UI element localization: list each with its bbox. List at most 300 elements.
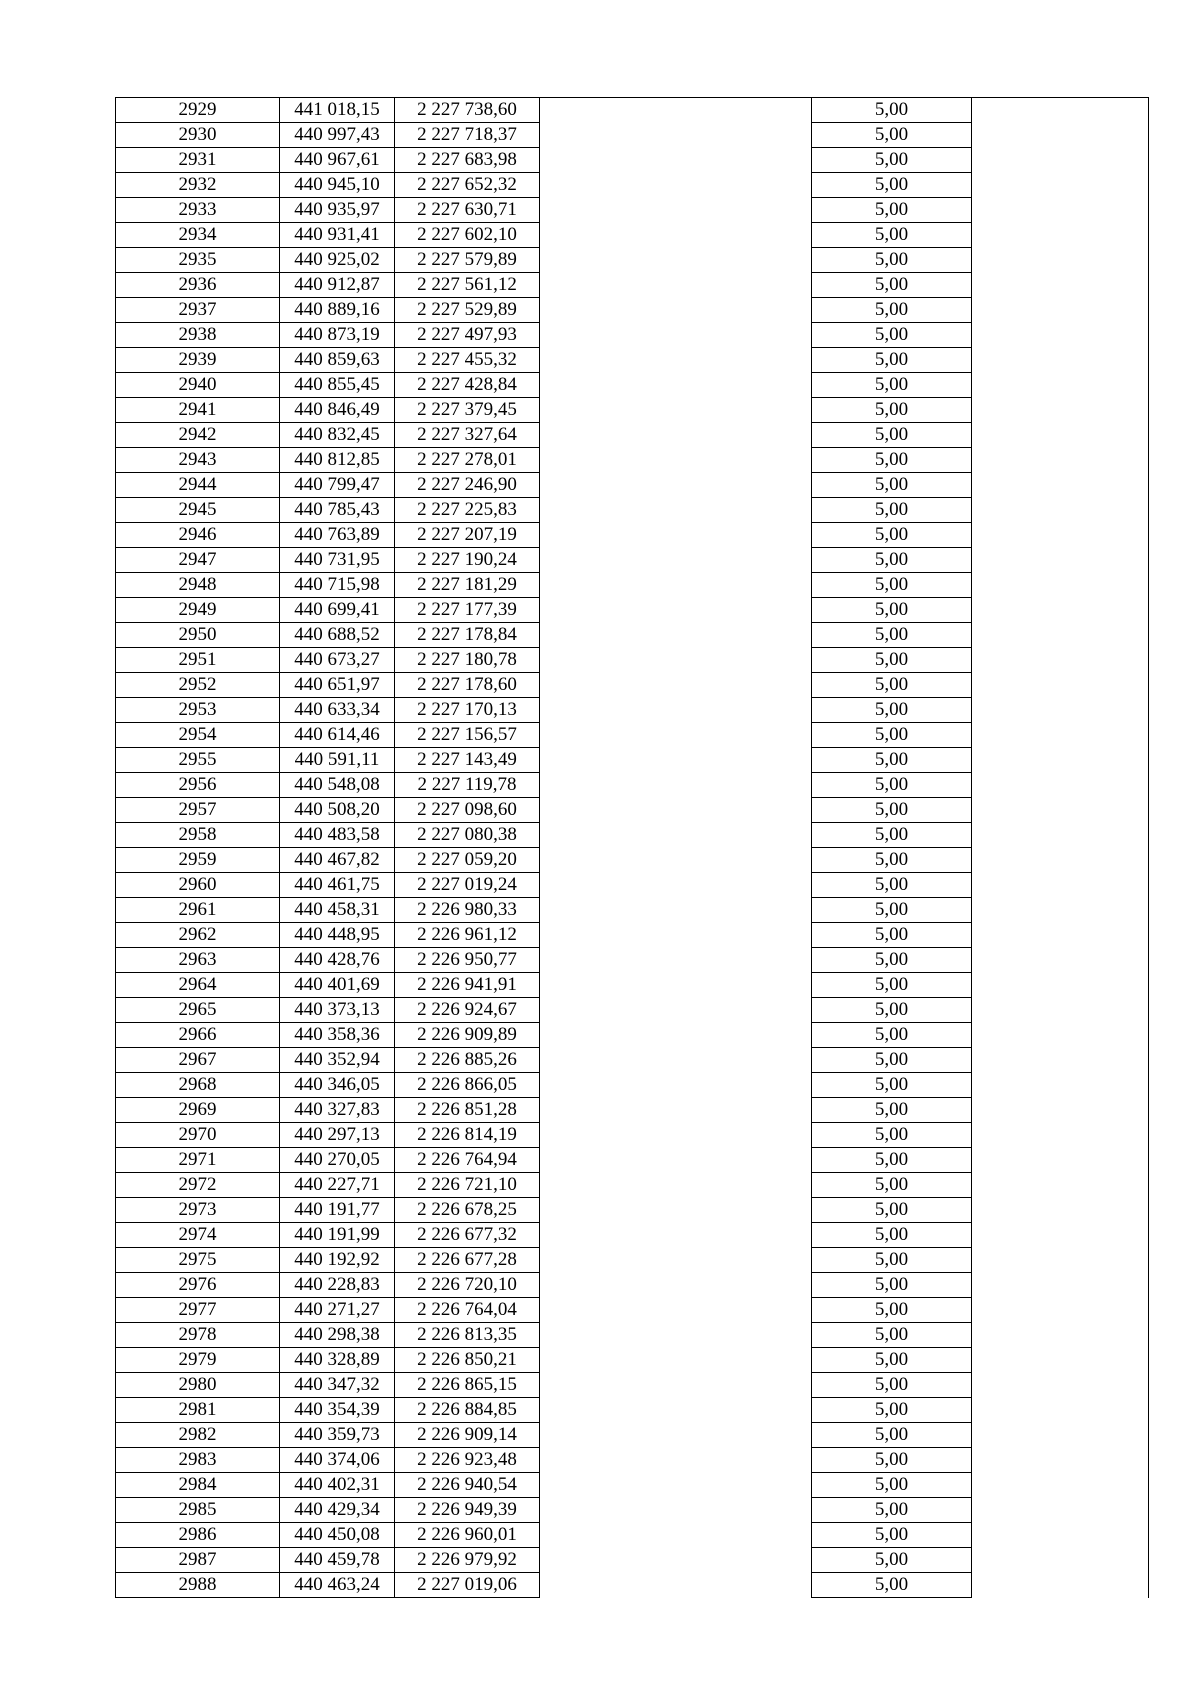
- table-row: [116, 648, 1149, 673]
- coordinates-table-body: [116, 98, 1149, 1598]
- value-cell: 5,00: [812, 1298, 972, 1323]
- value-cell: 5,00: [812, 1423, 972, 1448]
- y-coordinate-cell: 2 227 561,12: [395, 273, 540, 298]
- value-cell: 5,00: [812, 548, 972, 573]
- empty-cell: [540, 873, 812, 898]
- x-coordinate-cell: 440 271,27: [280, 1298, 395, 1323]
- y-coordinate-cell: 2 227 119,78: [395, 773, 540, 798]
- empty-cell: [540, 1423, 812, 1448]
- x-coordinate-cell: 440 967,61: [280, 148, 395, 173]
- x-coordinate-cell: 440 402,31: [280, 1473, 395, 1498]
- table-row: [116, 1573, 1149, 1598]
- empty-cell: [540, 1148, 812, 1173]
- value-cell: 5,00: [812, 1148, 972, 1173]
- point-number-cell: 2973: [116, 1198, 280, 1223]
- table-row: [116, 1098, 1149, 1123]
- table-row: [116, 1273, 1149, 1298]
- table-row: [116, 998, 1149, 1023]
- empty-cell: [972, 423, 1149, 448]
- empty-cell: [540, 648, 812, 673]
- empty-cell: [972, 1498, 1149, 1523]
- table-row: [116, 698, 1149, 723]
- value-cell: 5,00: [812, 448, 972, 473]
- point-number-cell: 2940: [116, 373, 280, 398]
- empty-cell: [972, 573, 1149, 598]
- empty-cell: [972, 173, 1149, 198]
- point-number-cell: 2977: [116, 1298, 280, 1323]
- x-coordinate-cell: 440 297,13: [280, 1123, 395, 1148]
- empty-cell: [540, 573, 812, 598]
- x-coordinate-cell: 440 347,32: [280, 1373, 395, 1398]
- empty-cell: [540, 1073, 812, 1098]
- point-number-cell: 2947: [116, 548, 280, 573]
- table-row: [116, 198, 1149, 223]
- empty-cell: [540, 1548, 812, 1573]
- x-coordinate-cell: 440 673,27: [280, 648, 395, 673]
- y-coordinate-cell: 2 227 059,20: [395, 848, 540, 873]
- table-row: [116, 1498, 1149, 1523]
- empty-cell: [972, 1348, 1149, 1373]
- point-number-cell: 2983: [116, 1448, 280, 1473]
- x-coordinate-cell: 440 548,08: [280, 773, 395, 798]
- empty-cell: [972, 898, 1149, 923]
- point-number-cell: 2934: [116, 223, 280, 248]
- value-cell: 5,00: [812, 423, 972, 448]
- y-coordinate-cell: 2 226 850,21: [395, 1348, 540, 1373]
- y-coordinate-cell: 2 226 677,32: [395, 1223, 540, 1248]
- x-coordinate-cell: 440 461,75: [280, 873, 395, 898]
- table-row: [116, 273, 1149, 298]
- value-cell: 5,00: [812, 498, 972, 523]
- y-coordinate-cell: 2 227 652,32: [395, 173, 540, 198]
- value-cell: 5,00: [812, 1223, 972, 1248]
- value-cell: 5,00: [812, 373, 972, 398]
- value-cell: 5,00: [812, 823, 972, 848]
- value-cell: 5,00: [812, 148, 972, 173]
- table-row: [116, 623, 1149, 648]
- empty-cell: [540, 198, 812, 223]
- table-row: [116, 1298, 1149, 1323]
- value-cell: 5,00: [812, 523, 972, 548]
- empty-cell: [540, 1273, 812, 1298]
- x-coordinate-cell: 440 463,24: [280, 1573, 395, 1598]
- x-coordinate-cell: 440 467,82: [280, 848, 395, 873]
- value-cell: 5,00: [812, 898, 972, 923]
- y-coordinate-cell: 2 226 960,01: [395, 1523, 540, 1548]
- y-coordinate-cell: 2 226 885,26: [395, 1048, 540, 1073]
- empty-cell: [972, 698, 1149, 723]
- x-coordinate-cell: 440 346,05: [280, 1073, 395, 1098]
- y-coordinate-cell: 2 226 721,10: [395, 1173, 540, 1198]
- y-coordinate-cell: 2 226 949,39: [395, 1498, 540, 1523]
- x-coordinate-cell: 440 785,43: [280, 498, 395, 523]
- y-coordinate-cell: 2 226 813,35: [395, 1323, 540, 1348]
- empty-cell: [540, 548, 812, 573]
- empty-cell: [972, 1123, 1149, 1148]
- table-row: [116, 248, 1149, 273]
- point-number-cell: 2968: [116, 1073, 280, 1098]
- table-row: [116, 373, 1149, 398]
- empty-cell: [972, 1473, 1149, 1498]
- table-row: [116, 1473, 1149, 1498]
- table-row: [116, 1423, 1149, 1448]
- x-coordinate-cell: 440 889,16: [280, 298, 395, 323]
- empty-cell: [540, 1323, 812, 1348]
- y-coordinate-cell: 2 226 678,25: [395, 1198, 540, 1223]
- empty-cell: [540, 223, 812, 248]
- empty-cell: [540, 1373, 812, 1398]
- empty-cell: [972, 98, 1149, 123]
- point-number-cell: 2946: [116, 523, 280, 548]
- point-number-cell: 2952: [116, 673, 280, 698]
- empty-cell: [540, 448, 812, 473]
- point-number-cell: 2966: [116, 1023, 280, 1048]
- value-cell: 5,00: [812, 1523, 972, 1548]
- y-coordinate-cell: 2 227 225,83: [395, 498, 540, 523]
- point-number-cell: 2943: [116, 448, 280, 473]
- table-row: [116, 473, 1149, 498]
- y-coordinate-cell: 2 226 884,85: [395, 1398, 540, 1423]
- empty-cell: [972, 1048, 1149, 1073]
- y-coordinate-cell: 2 227 080,38: [395, 823, 540, 848]
- point-number-cell: 2950: [116, 623, 280, 648]
- table-row: [116, 298, 1149, 323]
- y-coordinate-cell: 2 227 529,89: [395, 298, 540, 323]
- table-row: [116, 423, 1149, 448]
- empty-cell: [972, 348, 1149, 373]
- point-number-cell: 2976: [116, 1273, 280, 1298]
- y-coordinate-cell: 2 226 909,89: [395, 1023, 540, 1048]
- empty-cell: [972, 1373, 1149, 1398]
- point-number-cell: 2971: [116, 1148, 280, 1173]
- table-row: [116, 448, 1149, 473]
- empty-cell: [540, 1398, 812, 1423]
- y-coordinate-cell: 2 227 190,24: [395, 548, 540, 573]
- empty-cell: [972, 1573, 1149, 1598]
- empty-cell: [972, 223, 1149, 248]
- point-number-cell: 2961: [116, 898, 280, 923]
- y-coordinate-cell: 2 227 143,49: [395, 748, 540, 773]
- x-coordinate-cell: 440 925,02: [280, 248, 395, 273]
- x-coordinate-cell: 440 401,69: [280, 973, 395, 998]
- y-coordinate-cell: 2 226 941,91: [395, 973, 540, 998]
- point-number-cell: 2988: [116, 1573, 280, 1598]
- value-cell: 5,00: [812, 973, 972, 998]
- empty-cell: [540, 1448, 812, 1473]
- empty-cell: [972, 523, 1149, 548]
- y-coordinate-cell: 2 226 720,10: [395, 1273, 540, 1298]
- y-coordinate-cell: 2 227 278,01: [395, 448, 540, 473]
- y-coordinate-cell: 2 227 156,57: [395, 723, 540, 748]
- point-number-cell: 2985: [116, 1498, 280, 1523]
- y-coordinate-cell: 2 226 677,28: [395, 1248, 540, 1273]
- value-cell: 5,00: [812, 1323, 972, 1348]
- table-row: [116, 1023, 1149, 1048]
- value-cell: 5,00: [812, 198, 972, 223]
- value-cell: 5,00: [812, 1048, 972, 1073]
- y-coordinate-cell: 2 226 865,15: [395, 1373, 540, 1398]
- empty-cell: [540, 98, 812, 123]
- y-coordinate-cell: 2 227 180,78: [395, 648, 540, 673]
- value-cell: 5,00: [812, 473, 972, 498]
- y-coordinate-cell: 2 227 738,60: [395, 98, 540, 123]
- point-number-cell: 2975: [116, 1248, 280, 1273]
- empty-cell: [972, 923, 1149, 948]
- empty-cell: [972, 373, 1149, 398]
- point-number-cell: 2987: [116, 1548, 280, 1573]
- value-cell: 5,00: [812, 1023, 972, 1048]
- empty-cell: [540, 398, 812, 423]
- empty-cell: [972, 1223, 1149, 1248]
- empty-cell: [972, 723, 1149, 748]
- point-number-cell: 2951: [116, 648, 280, 673]
- point-number-cell: 2963: [116, 948, 280, 973]
- point-number-cell: 2953: [116, 698, 280, 723]
- value-cell: 5,00: [812, 648, 972, 673]
- empty-cell: [540, 373, 812, 398]
- y-coordinate-cell: 2 227 428,84: [395, 373, 540, 398]
- point-number-cell: 2937: [116, 298, 280, 323]
- x-coordinate-cell: 440 859,63: [280, 348, 395, 373]
- x-coordinate-cell: 440 812,85: [280, 448, 395, 473]
- empty-cell: [540, 1473, 812, 1498]
- y-coordinate-cell: 2 226 980,33: [395, 898, 540, 923]
- empty-cell: [972, 1273, 1149, 1298]
- point-number-cell: 2962: [116, 923, 280, 948]
- point-number-cell: 2949: [116, 598, 280, 623]
- table-row: [116, 973, 1149, 998]
- point-number-cell: 2936: [116, 273, 280, 298]
- empty-cell: [540, 1348, 812, 1373]
- empty-cell: [540, 1248, 812, 1273]
- value-cell: 5,00: [812, 1123, 972, 1148]
- y-coordinate-cell: 2 226 950,77: [395, 948, 540, 973]
- x-coordinate-cell: 440 459,78: [280, 1548, 395, 1573]
- x-coordinate-cell: 440 633,34: [280, 698, 395, 723]
- y-coordinate-cell: 2 226 814,19: [395, 1123, 540, 1148]
- y-coordinate-cell: 2 226 851,28: [395, 1098, 540, 1123]
- x-coordinate-cell: 440 873,19: [280, 323, 395, 348]
- y-coordinate-cell: 2 227 178,84: [395, 623, 540, 648]
- x-coordinate-cell: 440 483,58: [280, 823, 395, 848]
- x-coordinate-cell: 440 651,97: [280, 673, 395, 698]
- point-number-cell: 2938: [116, 323, 280, 348]
- table-row: [116, 1048, 1149, 1073]
- table-row: [116, 923, 1149, 948]
- table-row: [116, 873, 1149, 898]
- y-coordinate-cell: 2 227 181,29: [395, 573, 540, 598]
- empty-cell: [972, 1073, 1149, 1098]
- empty-cell: [540, 723, 812, 748]
- empty-cell: [972, 123, 1149, 148]
- y-coordinate-cell: 2 226 961,12: [395, 923, 540, 948]
- empty-cell: [540, 148, 812, 173]
- y-coordinate-cell: 2 227 497,93: [395, 323, 540, 348]
- x-coordinate-cell: 440 191,77: [280, 1198, 395, 1223]
- y-coordinate-cell: 2 227 602,10: [395, 223, 540, 248]
- empty-cell: [540, 698, 812, 723]
- empty-cell: [972, 998, 1149, 1023]
- y-coordinate-cell: 2 226 979,92: [395, 1548, 540, 1573]
- x-coordinate-cell: 440 227,71: [280, 1173, 395, 1198]
- point-number-cell: 2959: [116, 848, 280, 873]
- empty-cell: [540, 273, 812, 298]
- table-row: [116, 1398, 1149, 1423]
- value-cell: 5,00: [812, 1498, 972, 1523]
- x-coordinate-cell: 440 354,39: [280, 1398, 395, 1423]
- coordinates-table: [115, 97, 1149, 1598]
- point-number-cell: 2982: [116, 1423, 280, 1448]
- point-number-cell: 2941: [116, 398, 280, 423]
- table-row: [116, 1373, 1149, 1398]
- empty-cell: [540, 298, 812, 323]
- empty-cell: [540, 1498, 812, 1523]
- y-coordinate-cell: 2 226 909,14: [395, 1423, 540, 1448]
- value-cell: 5,00: [812, 948, 972, 973]
- x-coordinate-cell: 440 450,08: [280, 1523, 395, 1548]
- x-coordinate-cell: 440 832,45: [280, 423, 395, 448]
- empty-cell: [540, 948, 812, 973]
- empty-cell: [540, 673, 812, 698]
- table-row: [116, 848, 1149, 873]
- point-number-cell: 2965: [116, 998, 280, 1023]
- table-row: [116, 1348, 1149, 1373]
- empty-cell: [972, 823, 1149, 848]
- point-number-cell: 2933: [116, 198, 280, 223]
- value-cell: 5,00: [812, 398, 972, 423]
- value-cell: 5,00: [812, 98, 972, 123]
- point-number-cell: 2986: [116, 1523, 280, 1548]
- empty-cell: [972, 1548, 1149, 1573]
- empty-cell: [972, 1423, 1149, 1448]
- table-row: [116, 598, 1149, 623]
- point-number-cell: 2929: [116, 98, 280, 123]
- point-number-cell: 2972: [116, 1173, 280, 1198]
- y-coordinate-cell: 2 226 764,94: [395, 1148, 540, 1173]
- y-coordinate-cell: 2 226 923,48: [395, 1448, 540, 1473]
- empty-cell: [540, 248, 812, 273]
- value-cell: 5,00: [812, 598, 972, 623]
- x-coordinate-cell: 440 763,89: [280, 523, 395, 548]
- empty-cell: [540, 598, 812, 623]
- table-row: [116, 173, 1149, 198]
- table-row: [116, 1548, 1149, 1573]
- y-coordinate-cell: 2 227 579,89: [395, 248, 540, 273]
- empty-cell: [972, 773, 1149, 798]
- x-coordinate-cell: 440 855,45: [280, 373, 395, 398]
- table-row: [116, 123, 1149, 148]
- value-cell: 5,00: [812, 998, 972, 1023]
- value-cell: 5,00: [812, 1073, 972, 1098]
- empty-cell: [540, 623, 812, 648]
- value-cell: 5,00: [812, 223, 972, 248]
- empty-cell: [972, 548, 1149, 573]
- x-coordinate-cell: 440 935,97: [280, 198, 395, 223]
- empty-cell: [540, 1198, 812, 1223]
- point-number-cell: 2978: [116, 1323, 280, 1348]
- x-coordinate-cell: 440 931,41: [280, 223, 395, 248]
- point-number-cell: 2931: [116, 148, 280, 173]
- empty-cell: [540, 348, 812, 373]
- y-coordinate-cell: 2 226 924,67: [395, 998, 540, 1023]
- empty-cell: [972, 148, 1149, 173]
- empty-cell: [540, 898, 812, 923]
- x-coordinate-cell: 440 731,95: [280, 548, 395, 573]
- y-coordinate-cell: 2 227 178,60: [395, 673, 540, 698]
- point-number-cell: 2960: [116, 873, 280, 898]
- point-number-cell: 2939: [116, 348, 280, 373]
- table-row: [116, 673, 1149, 698]
- table-row: [116, 1148, 1149, 1173]
- y-coordinate-cell: 2 227 718,37: [395, 123, 540, 148]
- table-row: [116, 773, 1149, 798]
- table-row: [116, 1198, 1149, 1223]
- x-coordinate-cell: 440 799,47: [280, 473, 395, 498]
- empty-cell: [972, 1148, 1149, 1173]
- x-coordinate-cell: 440 614,46: [280, 723, 395, 748]
- value-cell: 5,00: [812, 1198, 972, 1223]
- empty-cell: [540, 848, 812, 873]
- table-row: [116, 498, 1149, 523]
- x-coordinate-cell: 441 018,15: [280, 98, 395, 123]
- value-cell: 5,00: [812, 1548, 972, 1573]
- table-row: [116, 573, 1149, 598]
- y-coordinate-cell: 2 227 630,71: [395, 198, 540, 223]
- x-coordinate-cell: 440 328,89: [280, 1348, 395, 1373]
- table-row: [116, 348, 1149, 373]
- point-number-cell: 2944: [116, 473, 280, 498]
- empty-cell: [540, 173, 812, 198]
- table-row: [116, 1323, 1149, 1348]
- value-cell: 5,00: [812, 1448, 972, 1473]
- empty-cell: [540, 1023, 812, 1048]
- empty-cell: [540, 323, 812, 348]
- x-coordinate-cell: 440 429,34: [280, 1498, 395, 1523]
- table-row: [116, 948, 1149, 973]
- value-cell: 5,00: [812, 1248, 972, 1273]
- table-row: [116, 1123, 1149, 1148]
- empty-cell: [972, 298, 1149, 323]
- point-number-cell: 2980: [116, 1373, 280, 1398]
- value-cell: 5,00: [812, 573, 972, 598]
- x-coordinate-cell: 440 228,83: [280, 1273, 395, 1298]
- point-number-cell: 2948: [116, 573, 280, 598]
- value-cell: 5,00: [812, 673, 972, 698]
- x-coordinate-cell: 440 715,98: [280, 573, 395, 598]
- empty-cell: [972, 273, 1149, 298]
- empty-cell: [540, 1223, 812, 1248]
- y-coordinate-cell: 2 227 019,24: [395, 873, 540, 898]
- x-coordinate-cell: 440 912,87: [280, 273, 395, 298]
- table-row: [116, 1173, 1149, 1198]
- empty-cell: [972, 1198, 1149, 1223]
- empty-cell: [540, 1048, 812, 1073]
- table-row: [116, 748, 1149, 773]
- x-coordinate-cell: 440 327,83: [280, 1098, 395, 1123]
- point-number-cell: 2964: [116, 973, 280, 998]
- y-coordinate-cell: 2 227 177,39: [395, 598, 540, 623]
- table-row: [116, 148, 1149, 173]
- y-coordinate-cell: 2 226 764,04: [395, 1298, 540, 1323]
- empty-cell: [540, 498, 812, 523]
- empty-cell: [972, 748, 1149, 773]
- empty-cell: [972, 1098, 1149, 1123]
- empty-cell: [972, 848, 1149, 873]
- empty-cell: [972, 398, 1149, 423]
- value-cell: 5,00: [812, 1173, 972, 1198]
- y-coordinate-cell: 2 227 207,19: [395, 523, 540, 548]
- value-cell: 5,00: [812, 123, 972, 148]
